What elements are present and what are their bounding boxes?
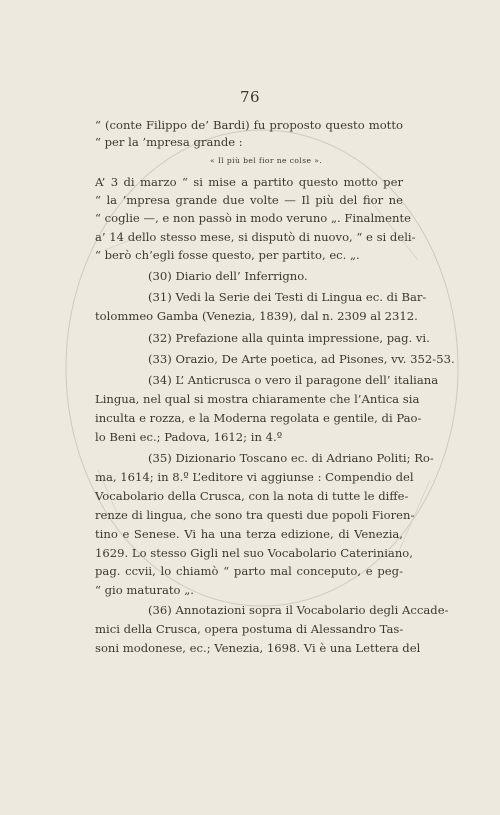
footnote-line: 1629. Lo stesso Gigli nel suo Vocabolario Cateriniano, — [95, 546, 413, 560]
text-line: “ coglie —, e non passò in modo veruno „. Finalmente — [95, 211, 412, 225]
footnote-line: Vocabolario della Crusca, con la nota di tutte le diffe- — [95, 489, 409, 503]
footnote-line: “ gio maturato „. — [95, 583, 194, 597]
footnote-line: tolommeo Gamba (Venezia, 1839), dal n. 2309 al 2312. — [95, 309, 418, 323]
footnote-line: renze di lingua, che sono tra questi due popoli Fioren- — [95, 508, 415, 522]
text-line: “ (conte Filippo de’ Bardi) fu proposto questo motto — [95, 118, 403, 132]
footnote-line: soni modonese, ec.; Venezia, 1698. Vi è una Lettera del — [95, 641, 421, 655]
footnote-32: (32) Prefazione alla quinta impressione, pag. vi. — [148, 331, 430, 345]
footnote-30: (30) Diario dell’ Inferrigno. — [148, 269, 308, 283]
footnote-33: (33) Orazio, De Arte poetica, ad Pisones, vv. 352-53. — [148, 352, 455, 366]
text-line: “ la ’mpresa grande due volte — Il più del fior ne — [95, 193, 403, 207]
text-line: A’ 3 di marzo “ si mise a partito questo motto per — [95, 175, 403, 189]
footnote-line: ma, 1614; in 8.º L’editore vi aggiunse : Compendio del — [95, 470, 414, 484]
footnote-line: lo Beni ec.; Padova, 1612; in 4.º — [95, 430, 283, 444]
footnote-35: (35) Dizionario Toscano ec. di Adriano Politi; Ro- — [148, 451, 434, 465]
text-line: a’ 14 dello stesso mese, si disputò di nuovo, “ e si deli- — [95, 230, 416, 244]
footnote-line: inculta e rozza, e la Moderna regolata e gentile, di Pao- — [95, 411, 422, 425]
footnote-line: pag. ccvii, lo chiamò “ parto mal conceputo, e peg- — [95, 564, 403, 578]
footnote-34: (34) L’ Anticrusca o vero il paragone dell’ italiana — [148, 373, 439, 387]
footnote-line: mici della Crusca, opera postuma di Alessandro Tas- — [95, 622, 404, 636]
footnote-36: (36) Annotazioni sopra il Vocabolario degli Accade- — [148, 603, 449, 617]
page-number: 76 — [239, 88, 261, 106]
footnote-31: (31) Vedi la Serie dei Testi di Lingua ec. di Bar- — [148, 290, 427, 304]
footnote-line: Lingua, nel qual si mostra chiaramente che l’Antica sia — [95, 392, 420, 406]
text-line: “ per la ’mpresa grande : — [95, 135, 243, 149]
motto-line: « Il più bel fior ne colse ». — [210, 156, 323, 165]
footnote-line: tino e Senese. Vi ha una terza edizione, di Venezia, — [95, 527, 403, 541]
text-line: “ berò ch’egli fosse questo, per partito, ec. „. — [95, 248, 360, 262]
